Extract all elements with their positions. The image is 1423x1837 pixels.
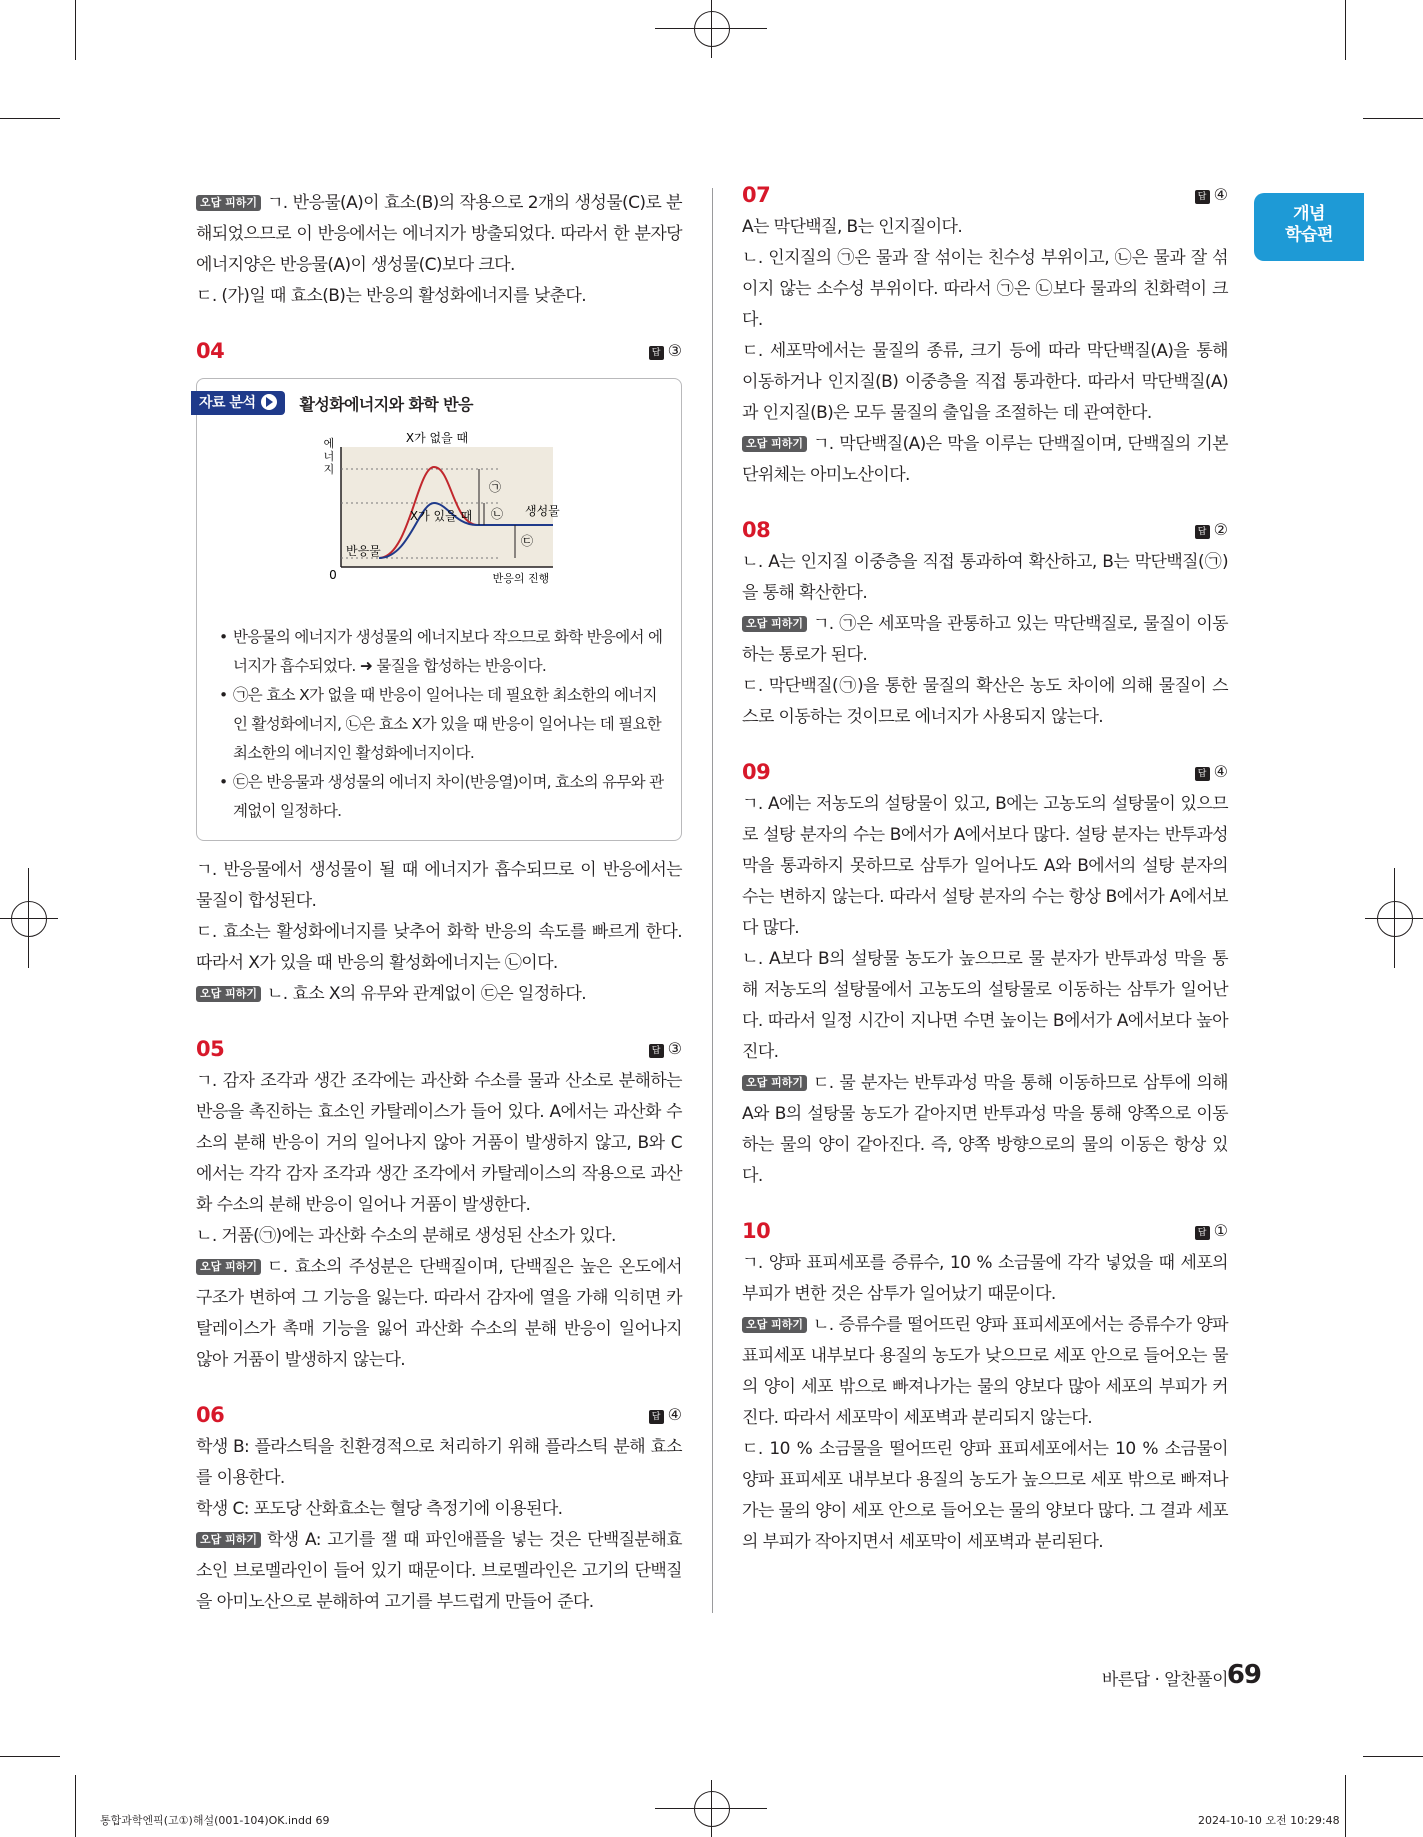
crop-mark: [1363, 118, 1423, 119]
wrong-answer-tag: 오답 피하기: [742, 1317, 807, 1333]
bullet-1: • 반응물의 에너지가 생성물의 에너지보다 작으므로 화학 반응에서 에너지가 흡수되었다. ➜ 물질을 합성하는 반응이다.: [219, 623, 665, 681]
q09-text-3: [742, 1068, 1228, 1192]
answer-value: ④: [1213, 185, 1228, 204]
answer-icon: 답: [1195, 190, 1210, 204]
question-number: 09: [742, 760, 771, 784]
q10-text-2-body: ㄴ. 증류수를 떨어뜨린 양파 표피세포에서는 증류수가 양파 표피세포 내부보다 용질의 농도가 낮으므로 세포 안으로 들어오는 물의 양이 세포 밖으로 빠져나가는 물의 양보다 많아 세포의 부피가 커진다. 따라서 세포막이 세포벽과 분리되지 않는다.: [742, 1315, 1228, 1428]
box-title: 활성화에너지와 화학 반응: [299, 394, 473, 414]
intro-text-1: ㄱ. 반응물(A)이 효소(B)의 작용으로 2개의 생성물(C)로 분해되었으므로 이 반응에서는 에너지가 방출되었다. 따라서 한 분자당 에너지양은 반응물(A)이 생성물(C)보다 크다.: [196, 193, 682, 275]
q07-text-4-body: ㄱ. 막단백질(A)은 막을 이루는 단백질이며, 단백질의 기본 단위체는 아미노산이다.: [742, 434, 1228, 485]
crop-mark: [711, 1780, 712, 1837]
crop-mark: [28, 868, 29, 968]
answer-icon: 답: [649, 1044, 664, 1058]
question-header-04: [196, 334, 682, 368]
q06-text-3: [196, 1525, 682, 1618]
crop-mark: [0, 1756, 60, 1757]
answer-value: ①: [1213, 1221, 1228, 1240]
answer: [1195, 755, 1228, 789]
q09-text-2: ㄴ. A보다 B의 설탕물 농도가 높으므로 물 분자가 반투과성 막을 통해 저농도의 설탕물에서 고농도의 설탕물로 이동하는 삼투가 일어난다. 따라서 일정 시간이 지나면 수면 높이는 B에서가 A에서보다 높아진다.: [742, 949, 1228, 1062]
answer-value: ③: [667, 341, 682, 360]
answer-icon: 답: [1195, 767, 1210, 781]
q09-text-3-body: ㄷ. 물 분자는 반투과성 막을 통해 이동하므로 삼투에 의해 A와 B의 설탕물 농도가 같아지면 반투과성 막을 통해 양쪽으로 이동하는 물의 양이 같아진다. 즉, 양쪽 방향으로의 물의 이동은 항상 있다.: [742, 1073, 1228, 1186]
answer-value: ③: [667, 1039, 682, 1058]
wrong-answer-tag: 오답 피하기: [742, 436, 807, 452]
q04-text-3-body: ㄴ. 효소 X의 유무와 관계없이 ㉢은 일정하다.: [266, 984, 586, 1004]
q05-text-2: ㄴ. 거품(㉠)에는 과산화 수소의 분해로 생성된 산소가 있다.: [196, 1226, 616, 1246]
q04-text-2: ㄷ. 효소는 활성화에너지를 낮추어 화학 반응의 속도를 빠르게 한다. 따라서 X가 있을 때 반응의 활성화에너지는 ㉡이다.: [196, 922, 682, 973]
box-header: [191, 391, 473, 415]
answer: [1195, 513, 1228, 547]
annotation-a: ㉠: [489, 480, 502, 494]
product-label: 생성물: [525, 504, 560, 518]
intro-paragraph: [196, 188, 682, 281]
question-header-09: [742, 755, 1228, 789]
registration-mark-icon: [694, 11, 730, 47]
q06-text-3-body: 학생 A: 고기를 잴 때 파인애플을 넣는 것은 단백질분해효소인 브로멜라인이 들어 있기 때문이다. 브로멜라인은 고기의 단백질을 아미노산으로 분해하여 고기를 부드럽게 만들어 준다.: [196, 1530, 682, 1612]
answer-value: ④: [1213, 762, 1228, 781]
slug-date: 2024-10-10 오전 10:29:48: [1198, 1814, 1340, 1827]
data-analysis-box: [196, 378, 682, 841]
wrong-answer-tag: 오답 피하기: [196, 195, 261, 211]
annotation-b: ㉡: [491, 507, 504, 521]
q07-text-4: [742, 429, 1228, 491]
intro-text-2: ㄷ. (가)일 때 효소(B)는 반응의 활성화에너지를 낮춘다.: [196, 286, 587, 306]
bullet-3: • ㉢은 반응물과 생성물의 에너지 차이(반응열)이며, 효소의 유무와 관계없이 일정하다.: [219, 768, 665, 826]
q04-text-1: ㄱ. 반응물에서 생성물이 될 때 에너지가 흡수되므로 이 반응에서는 물질이 합성된다.: [196, 860, 682, 911]
registration-mark-icon: [11, 901, 47, 937]
answer-icon: 답: [649, 1410, 664, 1424]
box-tag: [191, 391, 285, 415]
q07-text-3: ㄷ. 세포막에서는 물질의 종류, 크기 등에 따라 막단백질(A)을 통해 이동하거나 인지질(B) 이중층을 직접 통과한다. 따라서 막단백질(A)과 인지질(B)은 모두 물질의 출입을 조절하는 데 관여한다.: [742, 341, 1228, 423]
q08-text-2-body: ㄱ. ㉠은 세포막을 관통하고 있는 막단백질로, 물질이 이동하는 통로가 된다.: [742, 614, 1228, 665]
q05-text-1: ㄱ. 감자 조각과 생간 조각에는 과산화 수소를 물과 산소로 분해하는 반응을 촉진하는 효소인 카탈레이스가 들어 있다. A에서는 과산화 수소의 분해 반응이 거의 일어나지 않아 거품이 발생하지 않고, B와 C에서는 각각 감자 조각과 생간 조각에서 카탈레이스의 작용으로 과산화 수소의 분해 반응이 일어나 거품이 발생한다.: [196, 1071, 682, 1215]
answer-icon: 답: [1195, 1226, 1210, 1240]
origin-label: 0: [329, 568, 337, 582]
footer-title: 바른답 · 알찬풀이: [1101, 1670, 1228, 1690]
q05-text-3: [196, 1252, 682, 1376]
slug-file: 통합과학엔픽(고①)해설(001-104)OK.indd 69: [100, 1814, 330, 1827]
crop-mark: [1363, 1756, 1423, 1757]
wrong-answer-tag: 오답 피하기: [742, 616, 807, 632]
box-tag-label: 자료 분석: [199, 395, 256, 411]
q10-text-3: ㄷ. 10 % 소금물을 떨어뜨린 양파 표피세포에서는 10 % 소금물이 양파 표피세포 내부보다 용질의 농도가 높으므로 세포 밖으로 빠져나가는 물의 양이 세포 안으로 들어오는 물의 양보다 많다. 그 결과 세포의 부피가 작아지면서 세포막이 세포벽과 분리된다.: [742, 1439, 1228, 1552]
question-number: 07: [742, 183, 771, 207]
answer-value: ④: [667, 1405, 682, 1424]
bullet-2: • ㉠은 효소 X가 없을 때 반응이 일어나는 데 필요한 최소한의 에너지인 활성화에너지, ㉡은 효소 X가 있을 때 반응이 일어나는 데 필요한 최소한의 에너지인 활성화에너지이다.: [219, 681, 665, 768]
question-number: 06: [196, 1403, 225, 1427]
question-number: 04: [196, 339, 225, 363]
q08-text-1: ㄴ. A는 인지질 이중층을 직접 통과하여 확산하고, B는 막단백질(㉠)을 통해 확산한다.: [742, 552, 1228, 603]
q08-text-2: [742, 609, 1228, 671]
series-label-with: X가 있을 때: [409, 509, 473, 523]
answer-value: ②: [1213, 520, 1228, 539]
question-header-06: [196, 1398, 682, 1432]
crop-mark: [1394, 868, 1395, 968]
crop-mark: [0, 918, 58, 919]
q07-text-1: A는 막단백질, B는 인지질이다.: [742, 217, 963, 237]
answer: [1195, 178, 1228, 212]
question-header-07: [742, 178, 1228, 212]
answer-icon: 답: [649, 346, 664, 360]
question-number: 05: [196, 1037, 225, 1061]
crop-mark: [1345, 1775, 1346, 1837]
column-divider: [712, 188, 713, 1613]
question-header-10: [742, 1214, 1228, 1248]
y-axis-label: 에 너 지: [323, 437, 335, 476]
q09-text-1: ㄱ. A에는 저농도의 설탕물이 있고, B에는 고농도의 설탕물이 있으므로 설탕 분자의 수는 B에서가 A에서보다 많다. 설탕 분자는 반투과성 막을 통과하지 못하므로 삼투가 일어나도 A와 B에서의 설탕 분자의 수는 변하지 않는다. 따라서 설탕 분자의 수는 항상 B에서가 A에서보다 많다.: [742, 794, 1228, 938]
q08-text-3: ㄷ. 막단백질(㉠)을 통한 물질의 확산은 농도 차이에 의해 물질이 스스로 이동하는 것이므로 에너지가 사용되지 않는다.: [742, 676, 1228, 727]
answer: [649, 1398, 682, 1432]
question-header-08: [742, 513, 1228, 547]
answer: [649, 334, 682, 368]
x-axis-label: 반응의 진행: [492, 572, 550, 585]
crop-mark: [711, 0, 712, 58]
q04-text-3: [196, 979, 682, 1010]
left-column: [196, 188, 682, 1618]
wrong-answer-tag: 오답 피하기: [742, 1075, 807, 1091]
question-header-05: [196, 1032, 682, 1066]
answer-icon: 답: [1195, 525, 1210, 539]
q10-text-2: [742, 1310, 1228, 1434]
answer: [649, 1032, 682, 1066]
registration-mark-icon: [1377, 901, 1413, 937]
right-column: [742, 178, 1228, 1558]
crop-mark: [75, 0, 76, 60]
registration-mark-icon: [694, 1791, 730, 1827]
crop-mark: [0, 118, 60, 119]
analysis-bullets: [219, 623, 665, 826]
q10-text-1: ㄱ. 양파 표피세포를 증류수, 10 % 소금물에 각각 넣었을 때 세포의 부피가 변한 것은 삼투가 일어났기 때문이다.: [742, 1253, 1228, 1304]
section-tab-line1: 개념: [1293, 204, 1325, 224]
q06-text-2: 학생 C: 포도당 산화효소는 혈당 측정기에 이용된다.: [196, 1499, 563, 1519]
annotation-c: ㉢: [521, 534, 534, 548]
play-icon: [261, 394, 277, 410]
wrong-answer-tag: 오답 피하기: [196, 1259, 261, 1275]
question-number: 10: [742, 1219, 771, 1243]
reactant-label: 반응물: [346, 544, 381, 558]
q06-text-1: 학생 B: 플라스틱을 친환경적으로 처리하기 위해 플라스틱 분해 효소를 이용한다.: [196, 1437, 682, 1488]
series-label-without: X가 없을 때: [405, 431, 469, 445]
q05-text-3-body: ㄷ. 효소의 주성분은 단백질이며, 단백질은 높은 온도에서 구조가 변하여 그 기능을 잃는다. 따라서 감자에 열을 가해 익히면 카탈레이스가 촉매 기능을 잃어 과산화 수소의 분해 반응이 일어나지 않아 거품이 발생하지 않는다.: [196, 1257, 682, 1370]
q07-text-2: ㄴ. 인지질의 ㉠은 물과 잘 섞이는 친수성 부위이고, ㉡은 물과 잘 섞이지 않는 소수성 부위이다. 따라서 ㉠은 ㉡보다 물과의 친화력이 크다.: [742, 248, 1228, 330]
section-tab[interactable]: [1254, 193, 1364, 261]
page-number: 69: [1226, 1660, 1261, 1690]
section-tab-line2: 학습편: [1285, 225, 1333, 245]
crop-mark: [75, 1775, 76, 1837]
energy-chart: [229, 427, 669, 617]
question-number: 08: [742, 518, 771, 542]
answer: [1195, 1214, 1228, 1248]
wrong-answer-tag: 오답 피하기: [196, 1532, 261, 1548]
wrong-answer-tag: 오답 피하기: [196, 986, 261, 1002]
crop-mark: [1345, 0, 1346, 60]
